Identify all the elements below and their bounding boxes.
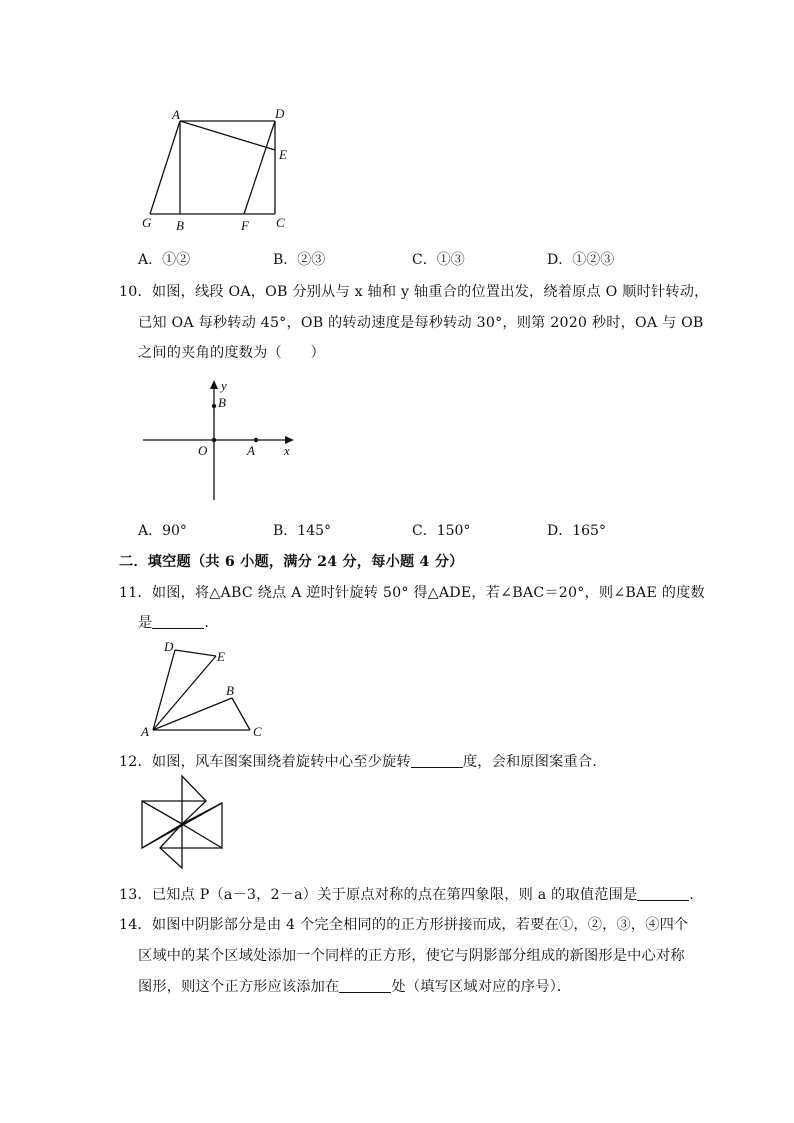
section-heading: 二．填空题（共 6 小题，满分 24 分，每小题 4 分） (119, 554, 464, 570)
q10-option-b: B．145° (273, 523, 332, 539)
q10-text-line1: 10．如图，线段 OA，OB 分别从与 x 轴和 y 轴重合的位置出发，绕着原点 O 顺时针转动， (119, 284, 709, 300)
q9-label-G: G (142, 215, 152, 230)
q13-suffix: ． (689, 887, 704, 903)
q12-prefix: 12．如图，风车图案围绕着旋转中心至少旋转 (119, 754, 411, 770)
q11-label-B: B (226, 683, 234, 698)
q11-label-C: C (253, 724, 262, 739)
q9-option-d: D．①②③ (547, 252, 615, 268)
q9-label-C: C (276, 215, 285, 230)
q14-text-line1: 14．如图中阴影部分是由 4 个完全相同的的正方形拼接而成，若要在①，②，③，④四个 (119, 917, 689, 933)
q14-answer-blank[interactable] (339, 991, 391, 993)
q13-prefix: 13．已知点 P（a－3，2－a）关于原点对称的点在第四象限，则 a 的取值范围是 (119, 887, 638, 903)
q12-blade-upper (182, 776, 206, 824)
q11-label-E: E (217, 649, 225, 664)
q14-line3-prefix: 图形，则这个正方形应该添加在 (138, 979, 340, 995)
q10-label-O: O (198, 443, 208, 458)
q14-text-line2: 区域中的某个区域处添加一个同样的正方形，使它与阴影部分组成的新图形是中心对称 (138, 948, 685, 964)
q9-option-c: C．①③ (412, 252, 465, 268)
q10-option-a: A．90° (138, 523, 187, 539)
q12-blade-right (182, 803, 222, 848)
q9-label-A: A (172, 107, 180, 122)
q9-option-b: B．②③ (273, 252, 326, 268)
q12-blade-left (142, 801, 182, 848)
q14-line3-suffix: 处（填写区域对应的序号）． (391, 979, 572, 995)
q10-text-line2: 已知 OA 每秒转动 45°，OB 的转动速度是每秒转动 30°，则第 2020 秒时，OA 与 OB (138, 315, 704, 331)
q14-text-line3 (138, 976, 571, 996)
q11-label-A: A (141, 724, 149, 739)
q10-label-B: B (218, 395, 226, 410)
q11-line2-prefix: 是 (138, 615, 153, 631)
q10-label-y: y (221, 378, 227, 393)
q13-answer-blank[interactable] (637, 899, 689, 901)
q10-label-x: x (284, 443, 290, 458)
q11-label-D: D (164, 639, 174, 654)
q9-label-B: B (176, 218, 184, 233)
q10-text-line3: 之间的夹角的度数为（ ） (138, 345, 326, 361)
q9-label-D: D (275, 106, 285, 121)
q13-text (119, 884, 704, 904)
q9-option-a: A．①② (138, 252, 191, 268)
q10-option-c: C．150° (412, 523, 471, 539)
q12-suffix: 度，会和原图案重合． (462, 754, 607, 770)
q9-label-E: E (279, 147, 287, 162)
q10-option-d: D．165° (547, 523, 606, 539)
q11-line2-suffix: ． (204, 615, 219, 631)
q11-text-line1: 11．如图，将△ABC 绕点 A 逆时针旋转 50° 得△ADE，若∠BAC＝20°，则∠BAE 的度数 (119, 585, 705, 601)
q10-label-A: A (247, 443, 255, 458)
q9-label-F: F (241, 218, 249, 233)
